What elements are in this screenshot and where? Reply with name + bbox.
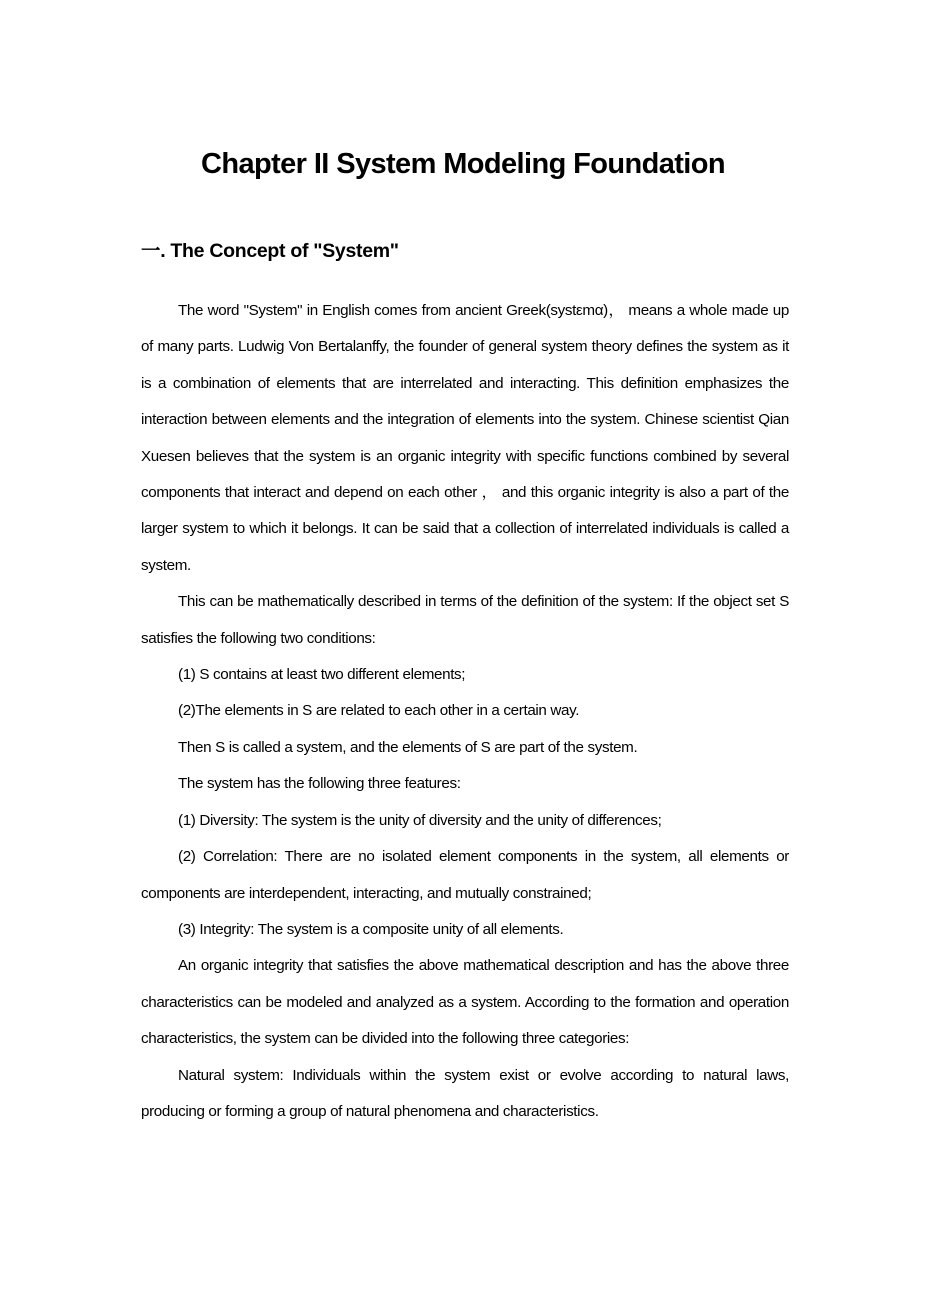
paragraph: (1) S contains at least two different elements; (178, 666, 466, 684)
paragraph: Natural system: Individuals within the system exist or evolve according to natural laws, producing or forming a group of natural phenomena and characteristics. (141, 1066, 789, 1120)
paragraph: Then S is called a system, and the elements of S are part of the system. (178, 738, 638, 756)
paragraph: (1) Diversity: The system is the unity of diversity and the unity of differences; (178, 811, 662, 829)
chapter-title: Chapter II System Modeling Foundation (201, 148, 725, 180)
paragraph: An organic integrity that satisfies the above mathematical description and has the above three characteristics can be modeled and analyzed as a system. According to the formation and operation characteristics, the system can be divided into the following three categories: (141, 957, 789, 1048)
paragraph: (3) Integrity: The system is a composite unity of all elements. (178, 920, 564, 938)
paragraph: (2) Correlation: There are no isolated element components in the system, all elements or components are interdependent, interacting, and mutually constrained; (141, 848, 789, 902)
paragraph: This can be mathematically described in terms of the definition of the system: If the object set S satisfies the following two conditions: (141, 593, 789, 647)
paragraph: The word "System" in English comes from ancient Greek(systεmα)， means a whole made up of many parts. Ludwig Von Bertalanffy, the founder of general system theory defines the system as it is a combination of elements that are interrelated and interacting. This definition emphasizes the interaction between elements and the integration of elements into the system. Chinese scientist Qian Xuesen believes that the system is an organic integrity with specific functions combined by several components that interact and depend on each other ， and this organic integrity is also a part of the larger system to which it belongs. It can be said that a collection of interrelated individuals is called a system. (141, 302, 789, 574)
paragraph: The system has the following three features: (178, 775, 461, 793)
document-body (141, 293, 789, 1130)
section-heading: 一. The Concept of "System" (141, 240, 399, 262)
paragraph: (2)The elements in S are related to each other in a certain way. (178, 702, 580, 720)
